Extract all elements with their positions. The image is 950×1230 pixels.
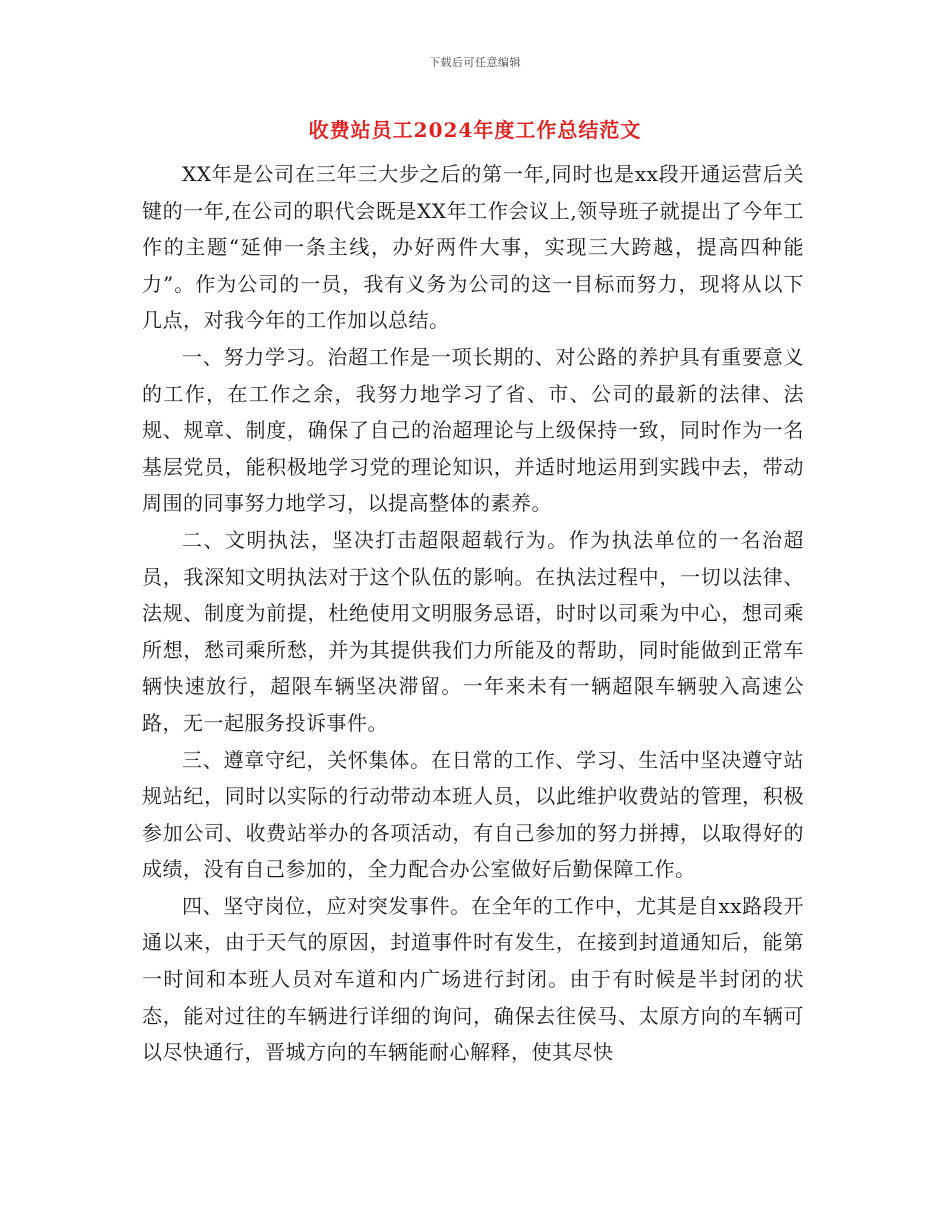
- section-enforcement-paragraph: 二、文明执法，坚决打击超限超载行为。作为执法单位的一名治超员，我深知文明执法对于这个队伍的影响。在执法过程中，一切以法律、法规、制度为前提，杜绝使用文明服务忌语，时时以司乘为中心，想司乘所想，愁司乘所愁，并为其提供我们力所能及的帮助，同时能做到正常车辆快速放行，超限车辆坚决滞留。一年来未有一辆超限车辆驶入高速公路，无一起服务投诉事件。: [142, 527, 804, 735]
- document-body: [142, 156, 804, 1071]
- header-note: 下载后可任意编辑: [429, 56, 521, 69]
- document-title: 收费站员工2024年度工作总结范文: [308, 118, 642, 142]
- intro-paragraph: XX年是公司在三年三大步之后的第一年,同时也是xx段开通运营后关键的一年,在公司的职代会既是XX年工作会议上,领导班子就提出了今年工作的主题“延伸一条主线，办好两件大事，实现三大跨越，提高四种能力”。作为公司的一员，我有义务为公司的这一目标而努力，现将从以下几点，对我今年的工作加以总结。: [142, 162, 804, 333]
- section-study-paragraph: 一、努力学习。治超工作是一项长期的、对公路的养护具有重要意义的工作，在工作之余，我努力地学习了省、市、公司的最新的法律、法规、规章、制度，确保了自己的治超理论与上级保持一致，同时作为一名基层党员，能积极地学习党的理论知识，并适时地运用到实践中去，带动周围的同事努力地学习，以提高整体的素养。: [142, 344, 804, 516]
- section-emergency-paragraph: 四、坚守岗位，应对突发事件。在全年的工作中，尤其是自xx路段开通以来，由于天气的原因，封道事件时有发生，在接到封道通知后，能第一时间和本班人员对车道和内广场进行封闭。由于有时候是半封闭的状态，能对过往的车辆进行详细的询问，确保去往侯马、太原方向的车辆可以尽快通行，晋城方向的车辆能耐心解释，使其尽快: [142, 893, 804, 1065]
- section-discipline-paragraph: 三、遵章守纪，关怀集体。在日常的工作、学习、生活中坚决遵守站规站纪，同时以实际的行动带动本班人员，以此维护收费站的管理，积极参加公司、收费站举办的各项活动，有自己参加的努力拼搏，以取得好的成绩，没有自己参加的，全力配合办公室做好后勤保障工作。: [142, 747, 804, 882]
